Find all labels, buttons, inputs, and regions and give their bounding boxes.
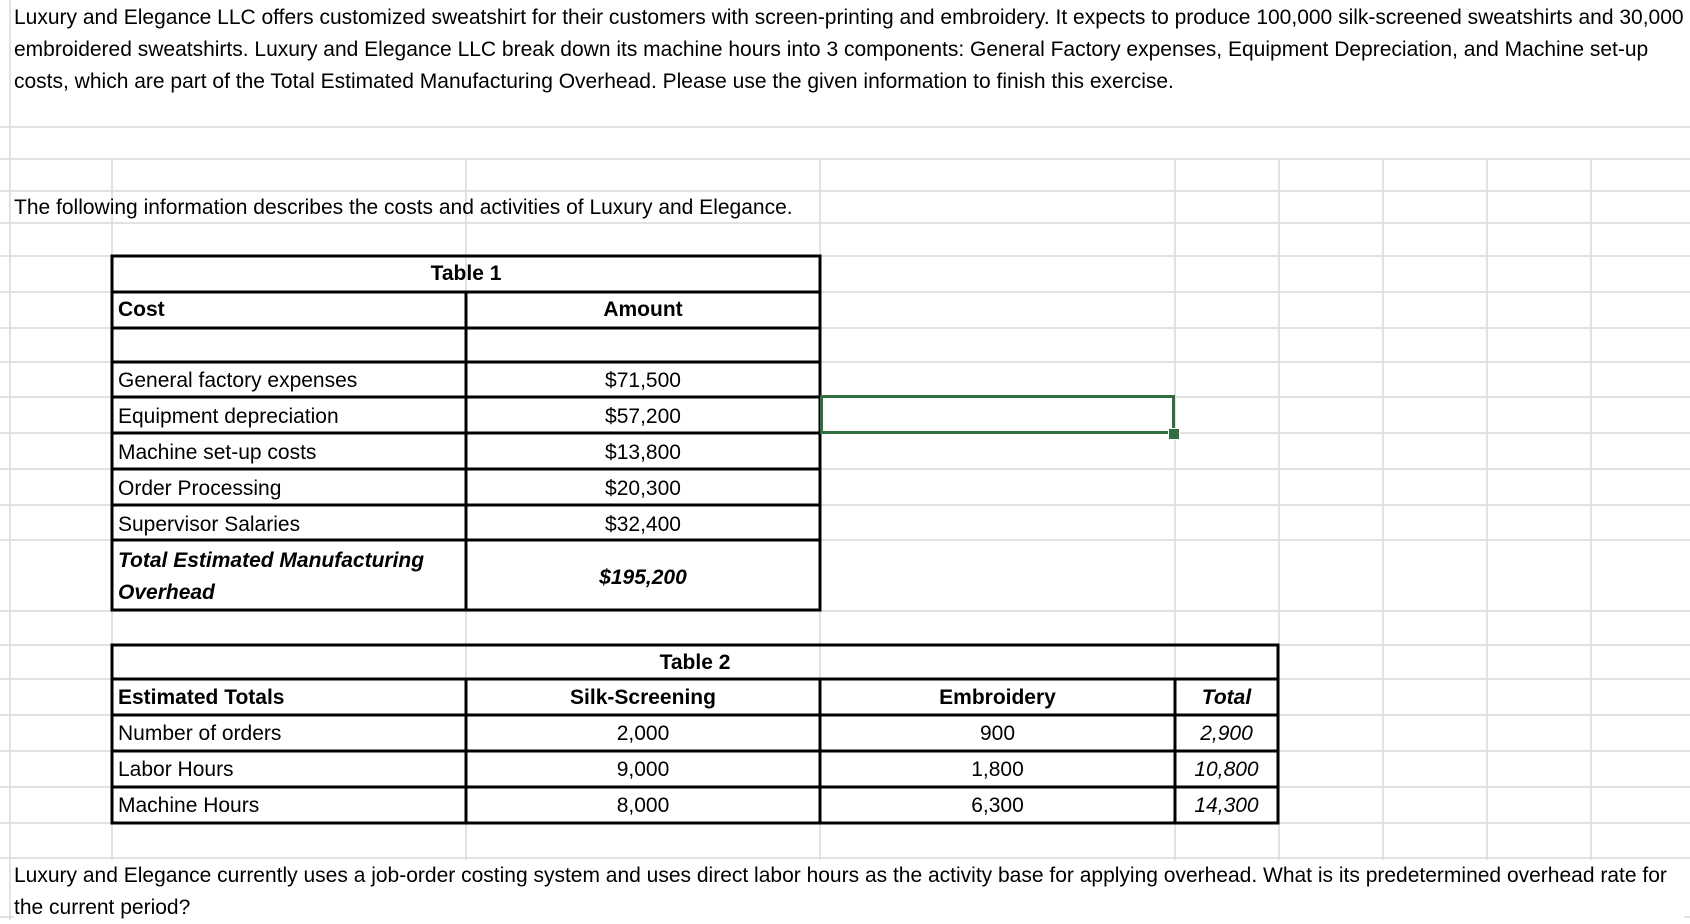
table2-row-silk[interactable]: 8,000: [616, 794, 670, 817]
table1-row-amount[interactable]: $57,200: [605, 405, 681, 428]
table1-row-amount[interactable]: $13,800: [605, 441, 681, 464]
table2-row-total[interactable]: 14,300: [1194, 794, 1259, 817]
table1-row-amount[interactable]: $32,400: [605, 513, 681, 536]
table2-row-embroidery[interactable]: 900: [979, 722, 1016, 745]
intro-paragraph[interactable]: Luxury and Elegance LLC offers customized sweatshirt for their customers with screen-printing and embroidery. It expects to produce 100,000 silk-screened sweatshirts and 30,000 embroidered sweatshirts. Luxury and Elegance LLC break down its machine hours into 3 components: General Factory expenses, Equipment Depreciation, and Machine set-up costs, which are part of the Total Estimated Manufacturing Overhead. Please use the given information to finish this exercise.: [14, 2, 1684, 98]
table2-row-label[interactable]: Labor Hours: [118, 758, 234, 781]
table1-title[interactable]: Table 1: [430, 262, 502, 285]
table2-header-estimated-totals[interactable]: Estimated Totals: [118, 686, 285, 709]
table1-row-cost[interactable]: Equipment depreciation: [118, 405, 339, 428]
table2-row-embroidery[interactable]: 1,800: [971, 758, 1024, 781]
table2-row-silk[interactable]: 9,000: [616, 758, 670, 781]
table2-row-label[interactable]: Number of orders: [118, 722, 282, 745]
table1-row-cost[interactable]: Supervisor Salaries: [118, 513, 301, 536]
question-paragraph[interactable]: Luxury and Elegance currently uses a job-order costing system and uses direct labor hours as the activity base for applying overhead. What is its predetermined overhead rate for the current period?: [14, 860, 1684, 924]
table1-total-label-cont[interactable]: Overhead: [118, 581, 215, 604]
table1-row-amount[interactable]: $20,300: [605, 477, 681, 500]
table1-header-amount[interactable]: Amount: [603, 298, 683, 321]
info-line[interactable]: The following information describes the costs and activities of Luxury and Elegance.: [14, 196, 793, 219]
table1-row-cost[interactable]: Machine set-up costs: [118, 441, 317, 464]
table1-total-amount[interactable]: $195,200: [599, 566, 687, 589]
table2-row-embroidery[interactable]: 6,300: [971, 794, 1024, 817]
table2-header-embroidery[interactable]: Embroidery: [939, 686, 1056, 709]
table2-row-total[interactable]: 2,900: [1200, 722, 1253, 745]
table1-row-cost[interactable]: Order Processing: [118, 477, 282, 500]
table1-total-label[interactable]: Total Estimated Manufacturing: [118, 549, 425, 572]
table1-row-cost[interactable]: General factory expenses: [118, 369, 358, 392]
table2-row-label[interactable]: Machine Hours: [118, 794, 260, 817]
table2-header-total[interactable]: Total: [1201, 686, 1252, 709]
table1-row-amount[interactable]: $71,500: [605, 369, 681, 392]
table2-title[interactable]: Table 2: [659, 651, 731, 674]
table1-header-cost[interactable]: Cost: [118, 298, 165, 321]
selected-cell[interactable]: [820, 395, 1175, 434]
table2-header-silk-screening[interactable]: Silk-Screening: [570, 686, 716, 709]
table2-row-silk[interactable]: 2,000: [616, 722, 670, 745]
fill-handle[interactable]: [1168, 428, 1180, 440]
table2-row-total[interactable]: 10,800: [1194, 758, 1259, 781]
